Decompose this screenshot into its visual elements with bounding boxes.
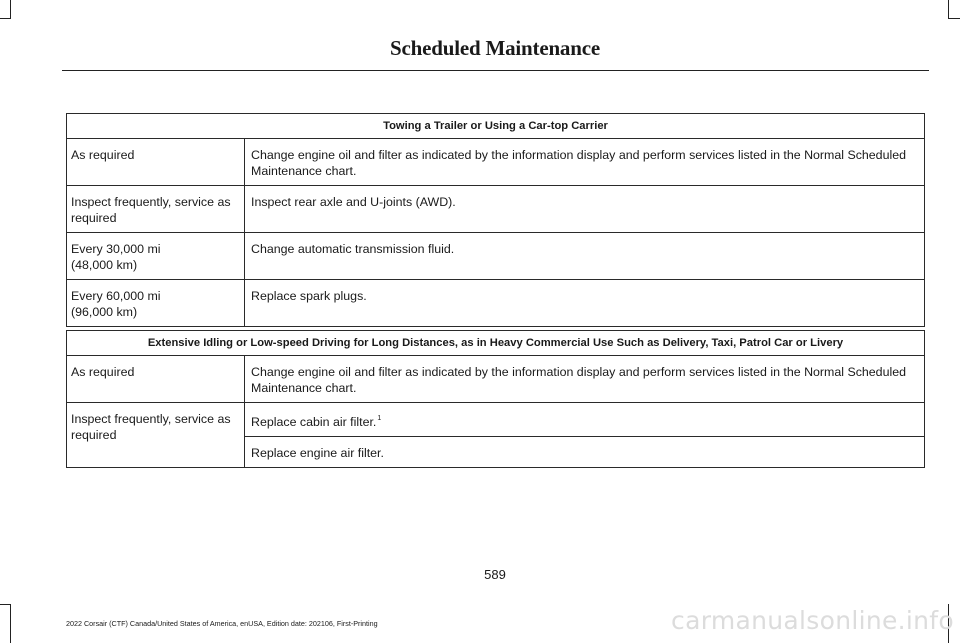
crop-mark-bottom-left-h [0,604,11,605]
condition-cell: Inspect frequently, service as required [67,186,245,233]
table-header-row [67,114,925,139]
table-row [67,186,925,233]
table-header: Extensive Idling or Low-speed Driving for Long Distances, as in Heavy Commercial Use Such as Delivery, Taxi, Patrol Car or Livery [67,331,925,356]
towing-maintenance-table [66,113,925,327]
footnote-marker: 1 [377,415,382,422]
condition-interval: Every 30,000 mi [71,242,161,256]
crop-mark-bottom-left-v [10,604,11,643]
crop-mark-top-right-v [948,0,949,19]
condition-interval: Every 60,000 mi [71,289,161,303]
table-row [67,233,925,280]
action-cell: Replace spark plugs. [245,280,925,327]
condition-interval-metric: (48,000 km) [71,258,138,272]
condition-cell [67,233,245,280]
action-cell: Replace engine air filter. [245,437,925,468]
action-cell: Change engine oil and filter as indicated by the information display and perform services listed in the Normal Scheduled Maintenance chart. [245,139,925,186]
condition-cell: As required [67,139,245,186]
page-title: Scheduled Maintenance [390,36,600,60]
table-row [67,280,925,327]
idling-maintenance-table [66,330,925,468]
action-text: Replace cabin air filter. [251,415,377,429]
action-cell [245,403,925,437]
condition-cell: Inspect frequently, service as required [67,403,245,468]
condition-interval-metric: (96,000 km) [71,305,138,319]
page-number: 589 [484,567,506,582]
table-row [67,356,925,403]
crop-mark-top-right-h [948,18,960,19]
action-cell: Change automatic transmission fluid. [245,233,925,280]
condition-cell [67,280,245,327]
crop-mark-top-left-v [10,0,11,19]
action-cell: Change engine oil and filter as indicated by the information display and perform services listed in the Normal Scheduled Maintenance chart. [245,356,925,403]
table-row [67,139,925,186]
watermark: carmanualsonline.info [671,606,954,635]
table-header: Towing a Trailer or Using a Car-top Carrier [67,114,925,139]
table-row [67,403,925,437]
title-divider [62,70,929,71]
footer-edition-text: 2022 Corsair (CTF) Canada/United States of America, enUSA, Edition date: 202106, First-Printing [66,619,378,628]
condition-cell: As required [67,356,245,403]
table-header-row [67,331,925,356]
crop-mark-top-left-h [0,18,11,19]
action-cell: Inspect rear axle and U-joints (AWD). [245,186,925,233]
